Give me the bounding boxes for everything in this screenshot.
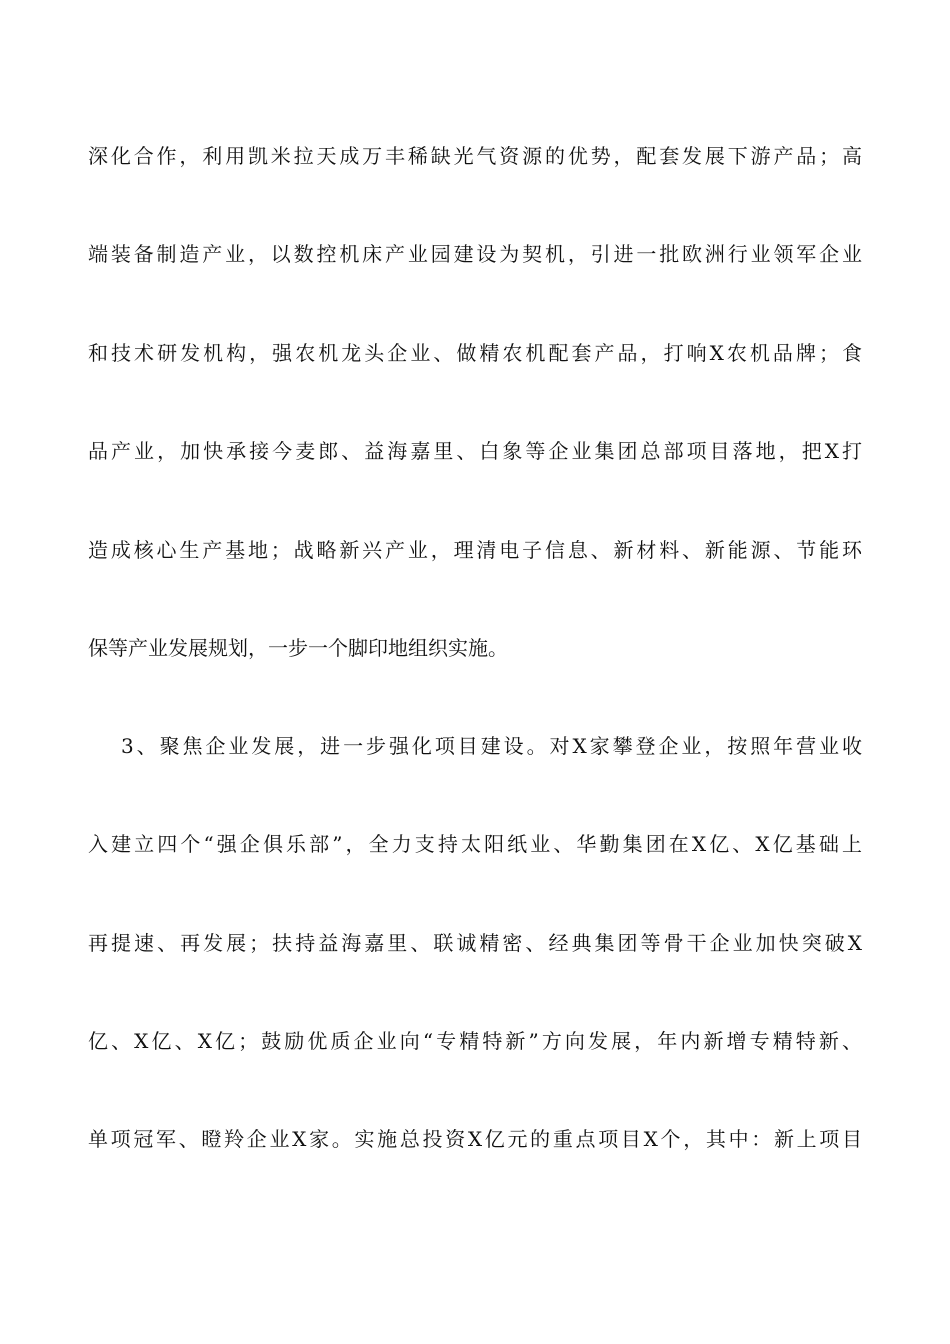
text-line-6: 保等产业发展规划，一步一个脚印地组织实施。 [88,636,508,660]
text-line-9: 再提速、再发展；扶持益海嘉里、联诚精密、经典集团等骨干企业加快突破X [88,931,862,955]
text-line-7: 3、聚焦企业发展，进一步强化项目建设。对X家攀登企业，按照年营业收 [121,734,862,758]
text-line-5: 造成核心生产基地；战略新兴产业，理清电子信息、新材料、新能源、节能环 [88,538,862,562]
text-line-2: 端装备制造产业，以数控机床产业园建设为契机，引进一批欧洲行业领军企业 [88,242,862,266]
text-line-10: 亿、X亿、X亿；鼓励优质企业向“专精特新”方向发展，年内新增专精特新、 [88,1029,862,1053]
text-line-3: 和技术研发机构，强农机龙头企业、做精农机配套产品，打响X农机品牌；食 [88,341,862,365]
text-line-4: 品产业，加快承接今麦郎、益海嘉里、白象等企业集团总部项目落地，把X打 [88,439,862,463]
text-line-11: 单项冠军、瞪羚企业X家。实施总投资X亿元的重点项目X个，其中：新上项目 [88,1127,862,1151]
text-line-1: 深化合作，利用凯米拉天成万丰稀缺光气资源的优势，配套发展下游产品；高 [88,144,862,168]
text-line-8: 入建立四个“强企俱乐部”，全力支持太阳纸业、华勤集团在X亿、X亿基础上 [88,832,862,856]
